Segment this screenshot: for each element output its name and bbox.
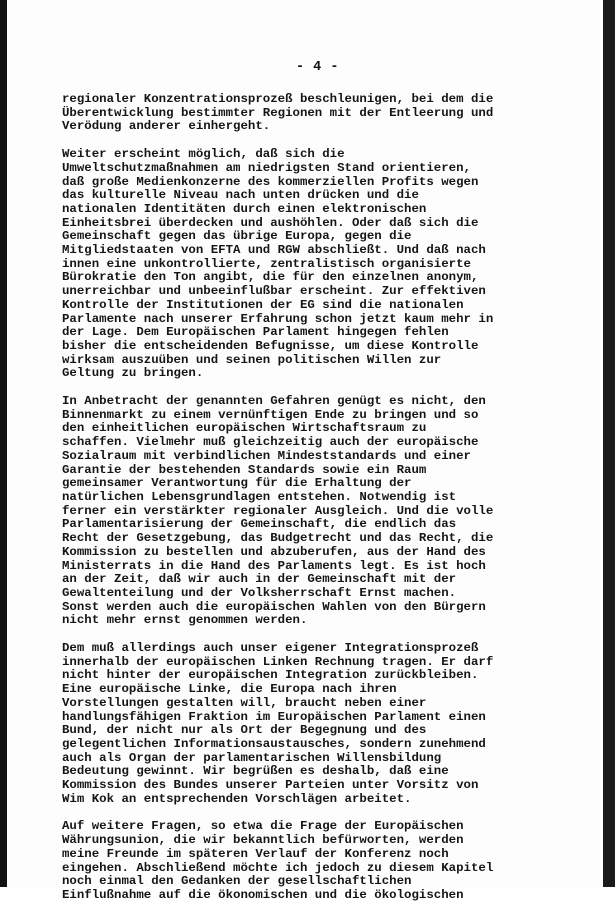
text-line: gemeinsamer Verantwortung für die Erhaltung der [62, 476, 412, 491]
text-line: auch als Organ der parlamentarischen Willensbildung [62, 750, 442, 765]
text-line: Kommission zu bestellen und abzuberufen, aus der Hand des [62, 544, 486, 559]
paragraph [62, 642, 492, 806]
text-line: Kommission des Bundes unserer Parteien unter Vorsitz von [62, 778, 479, 793]
text-line: nicht hinter der europäischen Integration zurückbleiben. [62, 668, 479, 683]
text-line: eingehen. Abschließend möchte ich jedoch zu diesem Kapitel [62, 860, 494, 875]
page-number: - 4 - [295, 60, 339, 75]
text-line: der Lage. Dem Europäischen Parlament hingegen fehlen [62, 325, 449, 340]
text-line: Recht der Gesetzgebung, das Budgetrecht und das Recht, die [62, 531, 494, 546]
text-line: Bund, der nicht nur als Ort der Begegnung und des [62, 723, 427, 738]
text-line: Verödung anderer einhergeht. [62, 119, 271, 134]
text-line: das kulturelle Niveau nach unten drücken und die [62, 188, 419, 203]
text-line: Parlamentarisierung der Gemeinschaft, die endlich das [62, 517, 457, 532]
text-line: Eine europäische Linke, die Europa nach ihren [62, 682, 397, 697]
text-line: Binnenmarkt zu einem vernünftigen Ende zu bringen und so [62, 407, 479, 422]
text-line: gelegentlichen Informationsaustausches, sondern zunehmend [62, 736, 486, 751]
text-line: Ministerrats in die Hand des Parlaments legt. Es ist hoch [62, 558, 486, 573]
text-line: Garantie der bestehenden Standards sowie ein Raum [62, 462, 427, 477]
text-line: Gemeinschaft gegen das übrige Europa, gegen die [62, 229, 412, 244]
scan-edge-right [603, 0, 615, 887]
paragraph [62, 148, 492, 381]
text-line: handlungsfähigen Fraktion im Europäischen Parlament einen [62, 709, 486, 724]
text-line: Auf weitere Fragen, so etwa die Frage der Europäischen [62, 819, 464, 834]
text-line: bisher die entscheidenden Befugnisse, um diese Kontrolle [62, 338, 479, 353]
text-line: Parlamente nach unserer Erfahrung schon jetzt kaum mehr in [62, 311, 494, 326]
text-line: Einheitsbrei überdecken und aushöhlen. Oder daß sich die [62, 215, 479, 230]
text-line: Umweltschutzmaßnahmen am niedrigsten Stand orientieren, [62, 160, 471, 175]
text-line: Gewaltenteilung und der Volksherrschaft Ernst machen. [62, 585, 457, 600]
text-line: innerhalb der europäischen Linken Rechnung tragen. Er darf [62, 654, 494, 669]
text-line: Kontrolle der Institutionen der EG sind die nationalen [62, 297, 464, 312]
text-line: an der Zeit, daß wir auch in der Gemeinschaft mit der [62, 572, 457, 587]
text-line: schaffen. Vielmehr muß gleichzeitig auch der europäische [62, 435, 479, 450]
text-line: innen eine unkontrollierte, zentralistisch organisierte [62, 256, 471, 271]
text-line: Bürokratie den Ton angibt, die für den einzelnen anonym, [62, 270, 479, 285]
text-line: den einheitlichen europäischen Wirtschaftsraum zu [62, 421, 427, 436]
paragraph [62, 93, 492, 134]
text-line: Weiter erscheint möglich, daß sich die [62, 147, 345, 162]
text-line: natürlichen Lebensgrundlagen entstehen. Notwendig ist [62, 489, 457, 504]
text-line: Sonst werden auch die europäischen Wahlen von den Bürgern [62, 599, 486, 614]
text-line: Dem muß allerdings auch unser eigener Integrationsprozeß [62, 641, 479, 656]
text-line: unerreichbar und unbeeinflußbar erscheint. Zur effektiven [62, 284, 486, 299]
text-line: Vorstellungen gestalten will, braucht neben einer [62, 695, 427, 710]
text-line: Mitgliedstaaten von EFTA und RGW abschließt. Und daß nach [62, 243, 486, 258]
text-line: In Anbetracht der genannten Gefahren genügt es nicht, den [62, 394, 486, 409]
text-line: Wim Kok an entsprechenden Vorschlägen arbeitet. [62, 791, 412, 806]
text-line: wirksam auszuüben und seinen politischen Willen zur [62, 352, 442, 367]
body-text [62, 93, 492, 917]
text-line: nicht mehr ernst genommen werden. [62, 613, 308, 628]
text-line: meine Freunde im späteren Verlauf der Konferenz noch [62, 846, 449, 861]
text-line: ferner ein verstärkter regionaler Ausgleich. Und die volle [62, 503, 494, 518]
text-line: regionaler Konzentrationsprozeß beschleunigen, bei dem die [62, 92, 494, 106]
text-line: Einflußnahme auf die ökonomischen und die ökologischen [62, 887, 464, 902]
text-line: Bedeutung gewinnt. Wir begrüßen es deshalb, daß eine [62, 764, 449, 779]
text-line: nationalen Identitäten durch einen elektronischen [62, 201, 427, 216]
text-line: daß große Medienkonzerne des kommerziellen Profits wegen [62, 174, 479, 189]
text-line: Sozialraum mit verbindlichen Mindeststandards und einer [62, 448, 471, 463]
text-line: noch einmal den Gedanken der gesellschaftlichen [62, 874, 412, 889]
scan-edge-left [0, 0, 7, 887]
text-line: Überentwicklung bestimmter Regionen mit der Entleerung und [62, 105, 494, 120]
paragraph [62, 395, 492, 628]
paragraph [62, 820, 492, 902]
text-line: Währungsunion, die wir bekanntlich befürworten, werden [62, 833, 464, 848]
text-line: Geltung zu bringen. [62, 366, 204, 381]
